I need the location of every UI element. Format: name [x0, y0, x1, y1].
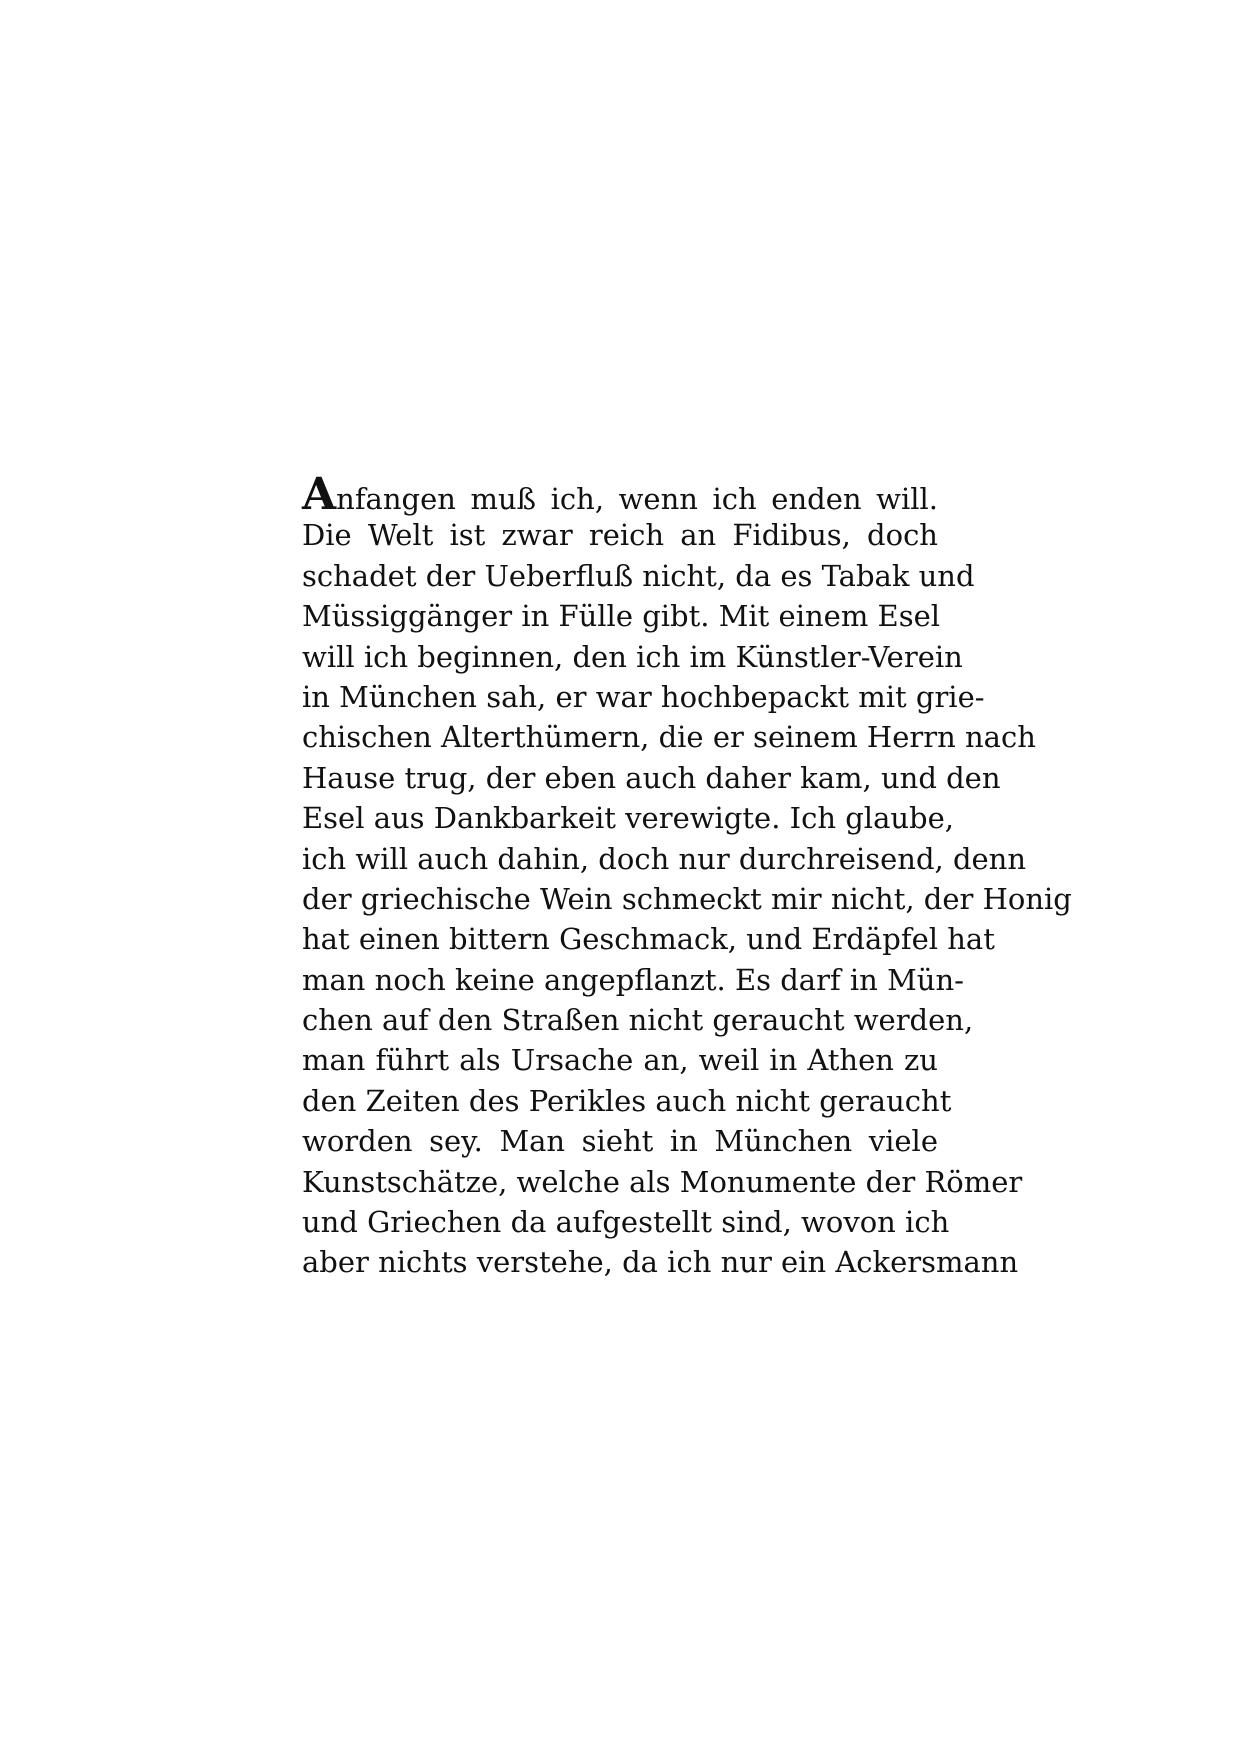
text-line: ich will auch dahin, doch nur durchreisend, denn: [302, 841, 1027, 876]
text-line: worden sey. Man sieht in München viele: [302, 1124, 938, 1159]
text-line: den Zeiten des Perikles auch nicht geraucht: [302, 1083, 952, 1118]
text-line: man führt als Ursache an, weil in Athen zu: [302, 1043, 938, 1078]
line-text: nfangen muß ich, wenn ich enden will.: [336, 482, 938, 516]
text-line: will ich beginnen, den ich im Künstler-Verein: [302, 639, 963, 674]
text-line: [302, 469, 938, 520]
text-line: und Griechen da aufgestellt sind, wovon ich: [302, 1205, 950, 1240]
text-line: Die Welt ist zwar reich an Fidibus, doch: [302, 518, 938, 553]
text-line: aber nichts verstehe, da ich nur ein Ackersmann: [302, 1245, 1019, 1280]
body-text: [302, 469, 1072, 1283]
text-line: man noch keine angepflanzt. Es darf in Mün-: [302, 962, 964, 997]
text-line: Esel aus Dankbarkeit verewigte. Ich glaube,: [302, 801, 954, 836]
text-line: schadet der Ueberfluß nicht, da es Tabak und: [302, 558, 975, 593]
text-line: Kunstschätze, welche als Monumente der Römer: [302, 1164, 1023, 1199]
text-line: Müssiggänger in Fülle gibt. Mit einem Esel: [302, 599, 941, 634]
text-line: in München sah, er war hochbepackt mit grie-: [302, 679, 985, 714]
text-line: Hause trug, der eben auch daher kam, und den: [302, 760, 1001, 795]
text-line: chischen Alterthümern, die er seinem Herrn nach: [302, 720, 1036, 755]
text-line: chen auf den Straßen nicht geraucht werden,: [302, 1003, 974, 1038]
initial-letter: A: [302, 469, 337, 520]
text-line: der griechische Wein schmeckt mir nicht, der Honig: [302, 881, 1072, 916]
text-line: hat einen bittern Geschmack, und Erdäpfel hat: [302, 922, 995, 957]
